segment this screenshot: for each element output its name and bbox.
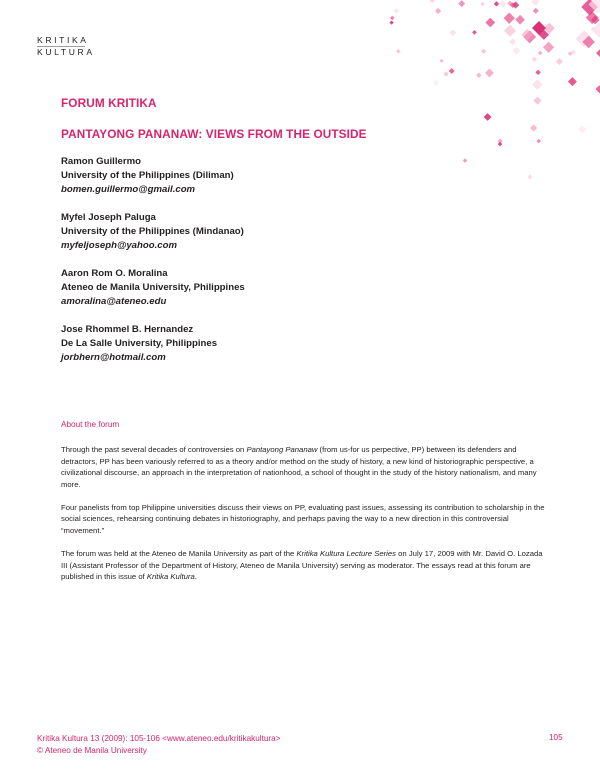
about-paragraph-3 (61, 548, 545, 583)
diamond-shape (513, 47, 521, 55)
about-heading: About the forum (61, 420, 120, 429)
diamond-shape (504, 25, 516, 37)
text-run: The forum was held at the Ateneo de Manila University as part of the (61, 549, 297, 559)
diamond-shape (531, 0, 539, 6)
diamond-shape (592, 22, 600, 37)
brand-line-2: KULTURA (37, 46, 95, 57)
page-number: 105 (549, 733, 563, 742)
author-email[interactable]: myfeljoseph@yahoo.com (61, 240, 177, 251)
diamond-shape (596, 49, 600, 57)
diamond-shape (389, 20, 393, 24)
text-run: (from us-for us perpective, PP) between its defenders and detractors, PP has been variously referred to as a theory and/or method on the study of history, a new kind of historiographic perspective, a civilizational discourse, an approach in the interpretation of nationhood, a school of thought in the study of the history nationalism, and many more. (61, 445, 537, 489)
diamond-shape (538, 51, 543, 56)
diamond-shape (556, 58, 563, 65)
brand-line-1: KRITIKA (37, 35, 89, 45)
text-run-italic: Kritika Kultura Lecture Series (296, 549, 397, 559)
author-name: Aaron Rom O. Moralina (61, 268, 168, 279)
diamond-shape (494, 1, 499, 6)
author-affiliation: University of the Philippines (Mindanao) (61, 226, 244, 237)
diamond-shape (480, 2, 484, 6)
author-list (61, 155, 546, 365)
article-header (61, 96, 546, 379)
text-run-italic: Kritika Kultura (146, 572, 195, 582)
diamond-shape (433, 80, 439, 86)
diamond-shape (439, 59, 443, 63)
text-run: . (194, 572, 197, 582)
diamond-shape (481, 49, 486, 54)
diamond-shape (533, 8, 539, 14)
diamond-shape (472, 30, 477, 35)
diamond-shape (535, 70, 541, 76)
diamond-shape (485, 68, 494, 77)
diamond-shape (578, 125, 586, 133)
page-footer (37, 733, 281, 756)
author-email[interactable]: bomen.guillermo@gmail.com (61, 184, 196, 195)
diamond-shape (515, 15, 525, 25)
diamond-shape (449, 68, 455, 74)
author-block (61, 323, 546, 365)
journal-brand (37, 35, 95, 57)
text-run: Through the past several decades of controversies on (61, 445, 247, 454)
diamond-shape (449, 29, 456, 36)
text-run: on July 17, 2009 with Mr. David O. Lozada III (Assistant Professor of the Department of History, Ateneo de Manila University) serving as moderator. The essays read at this forum are published in this issue of (61, 549, 543, 582)
author-affiliation: De La Salle University, Philippines (61, 338, 218, 349)
author-block (61, 267, 546, 309)
text-run-italic: Pantayong Pananaw (246, 445, 318, 454)
section-label: FORUM KRITIKA (61, 96, 157, 110)
diamond-shape (543, 42, 554, 53)
diamond-shape (443, 71, 448, 76)
about-body (61, 444, 545, 594)
diamond-shape (396, 49, 401, 54)
diamond-shape (435, 8, 441, 14)
diamond-shape (458, 0, 465, 7)
footer-copyright: © Ateneo de Manila University (37, 745, 147, 755)
diamond-shape (532, 57, 537, 62)
diamond-shape (499, 0, 506, 7)
diamond-shape (485, 18, 495, 28)
diamond-shape (394, 8, 399, 13)
diamond-shape (430, 0, 435, 3)
diamond-shape (509, 38, 516, 45)
diamond-shape (390, 16, 395, 21)
diamond-shape (476, 73, 482, 79)
author-name: Ramon Guillermo (61, 156, 141, 167)
footer-citation: Kritika Kultura 13 (2009): 105-106 <www.ateneo.edu/kritikakultura> (37, 734, 281, 743)
author-block (61, 211, 546, 253)
author-affiliation: Ateneo de Manila University, Philippines (61, 282, 245, 293)
author-email[interactable]: jorbhern@hotmail.com (61, 352, 166, 363)
diamond-shape (504, 13, 515, 24)
diamond-shape (568, 77, 577, 86)
article-title: PANTAYONG PANANAW: VIEWS FROM THE OUTSIDE (61, 127, 367, 141)
diamond-shape (532, 79, 542, 89)
author-name: Jose Rhommel B. Hernandez (61, 324, 194, 335)
author-email[interactable]: amoralina@ateneo.edu (61, 296, 167, 307)
about-paragraph-2: Four panelists from top Philippine universities discuss their views on PP, evaluating past issues, assessing its contribution to scholarship in the social sciences, rehearsing continuing debates in historiography, and perhaps paving the way to a new direction in this controversial “movement.” (61, 502, 545, 536)
author-affiliation: University of the Philippines (Diliman) (61, 170, 234, 181)
about-paragraph-1 (61, 444, 545, 490)
author-name: Myfel Joseph Paluga (61, 212, 156, 223)
author-block (61, 155, 546, 197)
